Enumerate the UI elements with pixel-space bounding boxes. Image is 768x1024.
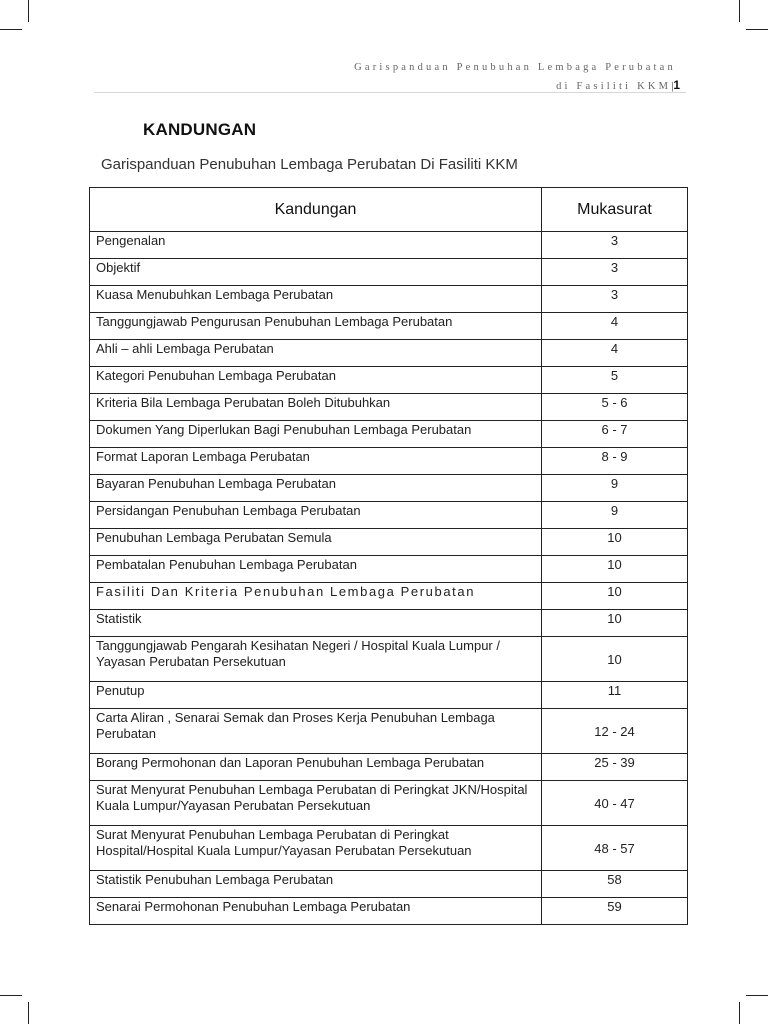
table-row bbox=[90, 871, 688, 898]
table-row bbox=[90, 448, 688, 475]
crop-mark bbox=[739, 1002, 740, 1024]
entry-page-number: 10 bbox=[542, 556, 688, 583]
entry-title: Carta Aliran , Senarai Semak dan Proses Kerja Penubuhan Lembaga Perubatan bbox=[90, 709, 542, 754]
entry-title: Persidangan Penubuhan Lembaga Perubatan bbox=[90, 502, 542, 529]
entry-page-number: 9 bbox=[542, 502, 688, 529]
table-row bbox=[90, 556, 688, 583]
entry-page-number: 12 - 24 bbox=[542, 709, 688, 754]
table-row bbox=[90, 529, 688, 556]
entry-title: Kategori Penubuhan Lembaga Perubatan bbox=[90, 367, 542, 394]
entry-title: Ahli – ahli Lembaga Perubatan bbox=[90, 340, 542, 367]
table-row bbox=[90, 286, 688, 313]
table-row bbox=[90, 340, 688, 367]
entry-title: Penutup bbox=[90, 682, 542, 709]
entry-page-number: 10 bbox=[542, 637, 688, 682]
entry-title: Tanggungjawab Pengurusan Penubuhan Lembaga Perubatan bbox=[90, 313, 542, 340]
table-header-row bbox=[90, 188, 688, 232]
table-row bbox=[90, 583, 688, 610]
table-row bbox=[90, 826, 688, 871]
table-row bbox=[90, 232, 688, 259]
document-subtitle: Garispanduan Penubuhan Lembaga Perubatan Di Fasiliti KKM bbox=[101, 156, 518, 173]
table-row bbox=[90, 610, 688, 637]
crop-mark bbox=[746, 995, 768, 996]
entry-page-number: 40 - 47 bbox=[542, 781, 688, 826]
table-row bbox=[90, 394, 688, 421]
crop-mark bbox=[0, 995, 22, 996]
crop-mark bbox=[0, 29, 22, 30]
table-row bbox=[90, 709, 688, 754]
entry-title: Statistik bbox=[90, 610, 542, 637]
crop-mark bbox=[28, 0, 29, 22]
entry-title: Pembatalan Penubuhan Lembaga Perubatan bbox=[90, 556, 542, 583]
entry-page-number: 5 bbox=[542, 367, 688, 394]
entry-page-number: 4 bbox=[542, 340, 688, 367]
entry-page-number: 6 - 7 bbox=[542, 421, 688, 448]
table-row bbox=[90, 637, 688, 682]
entry-page-number: 10 bbox=[542, 529, 688, 556]
entry-title: Penubuhan Lembaga Perubatan Semula bbox=[90, 529, 542, 556]
entry-page-number: 5 - 6 bbox=[542, 394, 688, 421]
running-header-title: Garispanduan Penubuhan Lembaga Perubatan bbox=[354, 62, 676, 73]
entry-page-number: 58 bbox=[542, 871, 688, 898]
entry-title: Bayaran Penubuhan Lembaga Perubatan bbox=[90, 475, 542, 502]
entry-page-number: 10 bbox=[542, 583, 688, 610]
entry-page-number: 8 - 9 bbox=[542, 448, 688, 475]
entry-page-number: 48 - 57 bbox=[542, 826, 688, 871]
entry-title: Format Laporan Lembaga Perubatan bbox=[90, 448, 542, 475]
header-separator: | bbox=[671, 81, 674, 92]
page-title: KANDUNGAN bbox=[143, 120, 257, 139]
crop-mark bbox=[28, 1002, 29, 1024]
entry-title: Surat Menyurat Penubuhan Lembaga Perubatan di Peringkat JKN/Hospital Kuala Lumpur/Yayasan Perubatan Persekutuan bbox=[90, 781, 542, 826]
entry-page-number: 4 bbox=[542, 313, 688, 340]
entry-title: Objektif bbox=[90, 259, 542, 286]
column-header-page: Mukasurat bbox=[542, 188, 688, 232]
entry-title: Kriteria Bila Lembaga Perubatan Boleh Ditubuhkan bbox=[90, 394, 542, 421]
table-row bbox=[90, 682, 688, 709]
entry-title: Kuasa Menubuhkan Lembaga Perubatan bbox=[90, 286, 542, 313]
entry-title: Borang Permohonan dan Laporan Penubuhan Lembaga Perubatan bbox=[90, 754, 542, 781]
table-row bbox=[90, 475, 688, 502]
table-row bbox=[90, 313, 688, 340]
crop-mark bbox=[746, 29, 768, 30]
entry-title: Statistik Penubuhan Lembaga Perubatan bbox=[90, 871, 542, 898]
entry-page-number: 10 bbox=[542, 610, 688, 637]
entry-title: Surat Menyurat Penubuhan Lembaga Perubatan di Peringkat Hospital/Hospital Kuala Lumpur/Yayasan Perubatan Persekutuan bbox=[90, 826, 542, 871]
entry-page-number: 3 bbox=[542, 259, 688, 286]
table-row bbox=[90, 898, 688, 925]
entry-page-number: 9 bbox=[542, 475, 688, 502]
page-number: 1 bbox=[673, 78, 680, 92]
entry-title: Senarai Permohonan Penubuhan Lembaga Perubatan bbox=[90, 898, 542, 925]
entry-page-number: 3 bbox=[542, 286, 688, 313]
running-header-location: di Fasiliti KKM bbox=[556, 81, 672, 92]
contents-rows bbox=[90, 232, 688, 925]
column-header-contents: Kandungan bbox=[90, 188, 542, 232]
table-row bbox=[90, 421, 688, 448]
entry-page-number: 3 bbox=[542, 232, 688, 259]
entry-page-number: 25 - 39 bbox=[542, 754, 688, 781]
table-row bbox=[90, 502, 688, 529]
table-row bbox=[90, 754, 688, 781]
entry-title: Pengenalan bbox=[90, 232, 542, 259]
table-row bbox=[90, 367, 688, 394]
entry-title: Tanggungjawab Pengarah Kesihatan Negeri / Hospital Kuala Lumpur / Yayasan Perubatan Persekutuan bbox=[90, 637, 542, 682]
contents-table bbox=[89, 187, 688, 925]
entry-title: Dokumen Yang Diperlukan Bagi Penubuhan Lembaga Perubatan bbox=[90, 421, 542, 448]
header-divider bbox=[94, 92, 686, 93]
entry-page-number: 11 bbox=[542, 682, 688, 709]
entry-page-number: 59 bbox=[542, 898, 688, 925]
crop-mark bbox=[739, 0, 740, 22]
entry-title: Fasiliti Dan Kriteria Penubuhan Lembaga Perubatan bbox=[90, 583, 542, 610]
table-row bbox=[90, 259, 688, 286]
running-header-subtitle bbox=[556, 78, 680, 92]
table-row bbox=[90, 781, 688, 826]
